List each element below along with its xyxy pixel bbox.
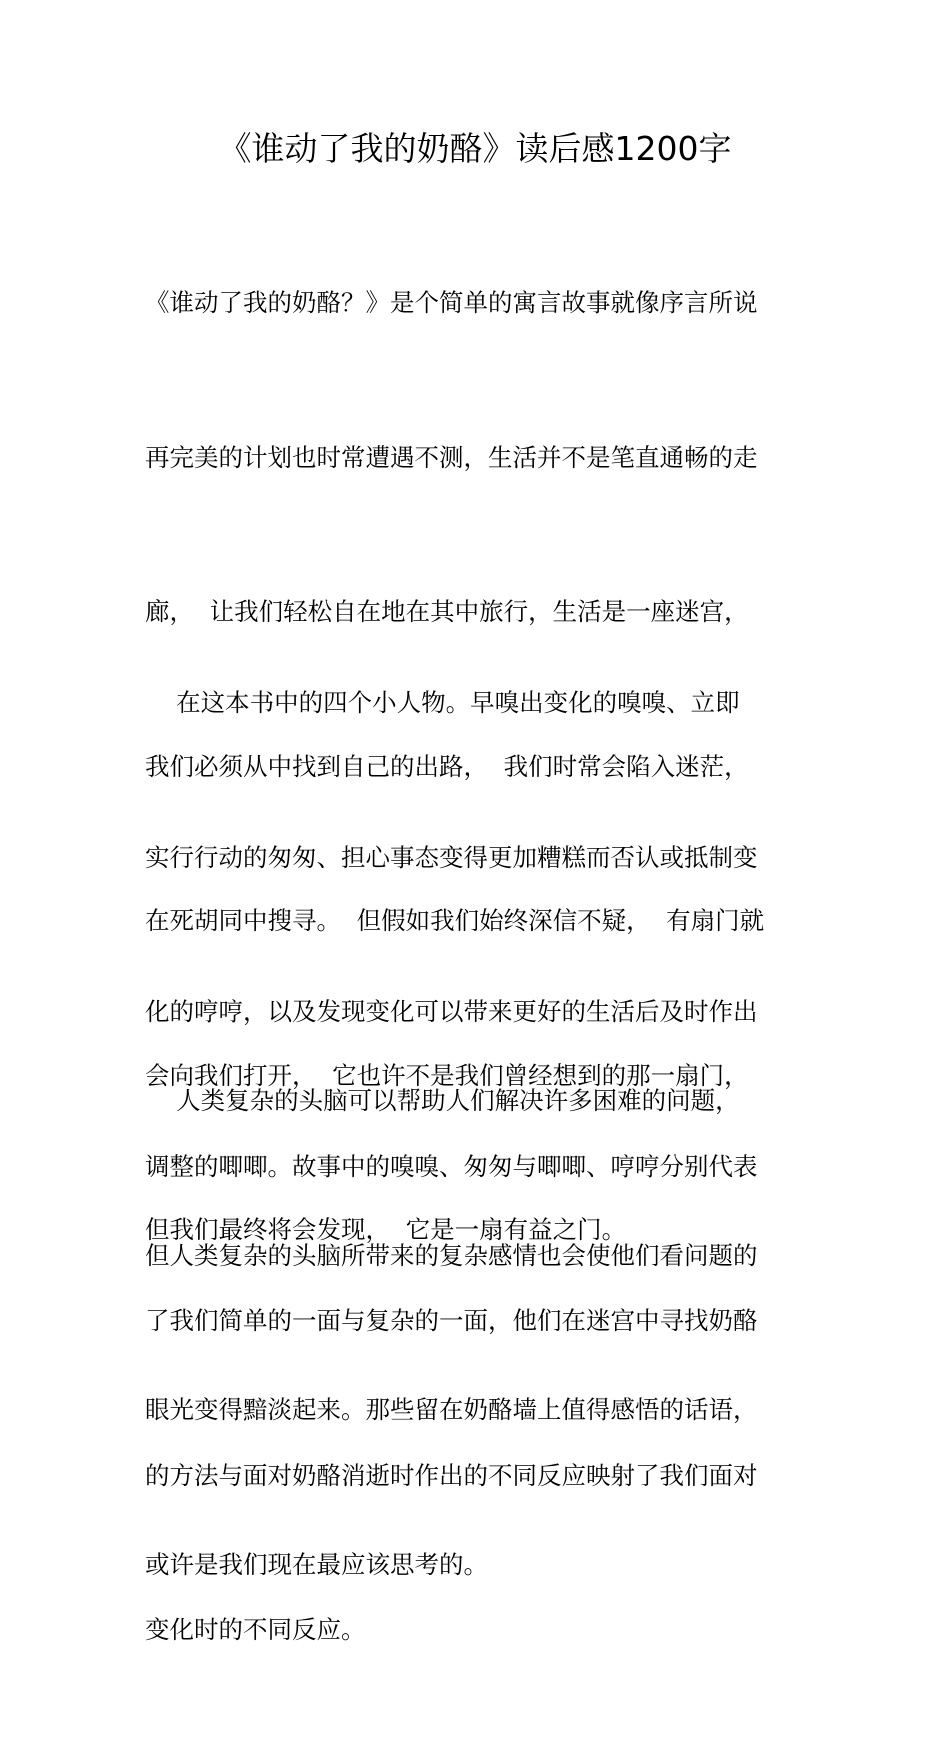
paragraph-line: 的方法与面对奶酪消逝时作出的不同反应映射了我们面对 [145,1460,758,1490]
paragraph-line: 但我们最终将会发现， 它是一扇有益之门。 [145,1215,627,1244]
paragraph-line: 会向我们打开， 它也许不是我们曾经想到的那一扇门， [145,1060,749,1090]
paragraph-line: 调整的唧唧。故事中的嗅嗅、匆匆与唧唧、哼哼分别代表 [145,1151,758,1181]
paragraph-line: 在这本书中的四个小人物。早嗅出变化的嗅嗅、立即 [145,688,740,717]
paragraph-line: 在死胡同中搜寻。 但假如我们始终深信不疑， 有扇门就 [145,906,765,935]
document-title: 《谁动了我的奶酪》读后感1200字 [218,129,732,168]
paragraph-line: 或许是我们现在最应该思考的。 [145,1549,488,1579]
paragraph-line: 实行行动的匆匆、担心事态变得更加糟糕而否认或抵制变 [145,842,758,872]
paragraph-line: 眼光变得黯淡起来。那些留在奶酪墙上值得感悟的话语， [145,1395,758,1424]
paragraph-line: 了我们简单的一面与复杂的一面，他们在迷宫中寻找奶酪 [145,1306,758,1335]
paragraph-line: 廊， 让我们轻松自在地在其中旅行，生活是一座迷宫， [145,597,749,626]
paragraph-line: 人类复杂的头脑可以帮助人们解决许多困难的问题， [145,1086,740,1115]
paragraph-line: 化的哼哼，以及发现变化可以带来更好的生活后及时作出 [145,997,758,1026]
paragraph-line: 《谁动了我的奶酪？》是个简单的寓言故事就像序言所说 [145,288,758,317]
paragraph-line: 但人类复杂的头脑所带来的复杂感情也会使他们看问题的 [145,1240,758,1270]
paragraph-line: 变化时的不同反应。 [145,1615,366,1644]
paragraph-3 [145,972,805,1693]
paragraph-line: 我们必须从中找到自己的出路， 我们时常会陷入迷茫， [145,751,749,781]
paragraph-line: 再完美的计划也时常遭遇不测，生活并不是笔直通畅的走 [145,442,758,472]
